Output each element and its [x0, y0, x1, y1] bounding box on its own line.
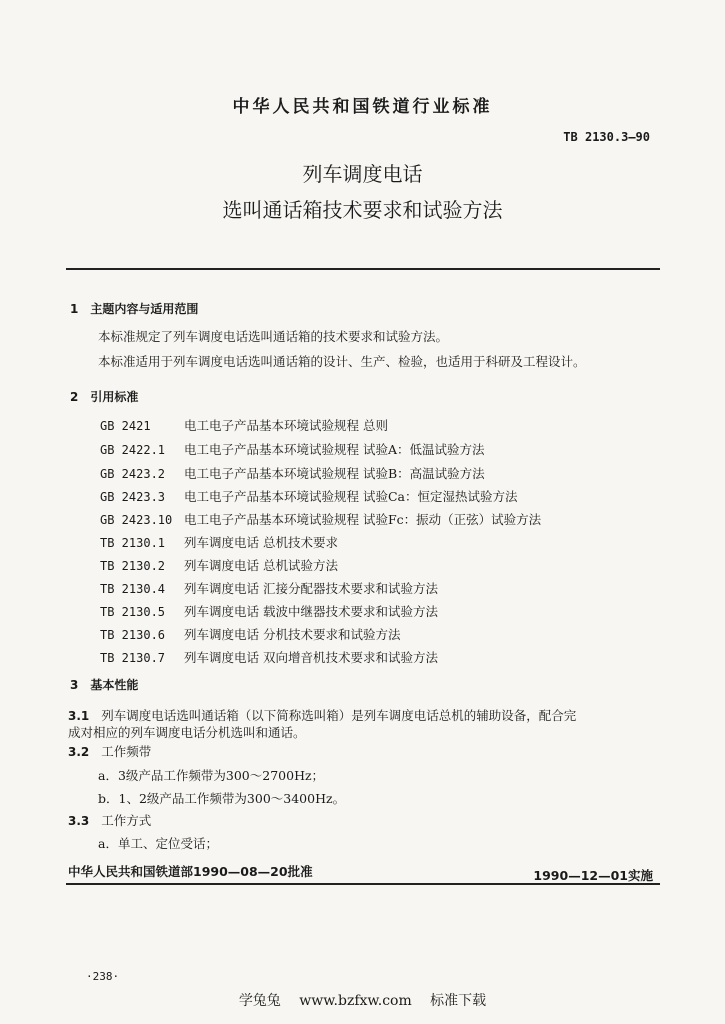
reference-code: GB 2421 [100, 419, 151, 433]
section-2-heading [70, 388, 138, 405]
reference-item [100, 533, 338, 551]
reference-title: 列车调度电话 总机试验方法 [184, 558, 338, 573]
reference-item [100, 648, 438, 666]
section-title: 基本性能 [90, 678, 139, 692]
section-1-heading [70, 300, 198, 317]
reference-item [100, 416, 388, 434]
section-number: 3 [70, 678, 79, 692]
section-1-paragraph-2: 本标准适用于列车调度电话选叫通话箱的设计、生产、检验，也适用于科研及工程设计。 [98, 354, 586, 369]
site-watermark: 学兔兔 www.bzfxw.com 标准下载 [238, 993, 487, 1009]
reference-item [100, 556, 338, 574]
reference-code: TB 2130.7 [100, 651, 166, 665]
reference-title: 电工电子产品基本环境试验规程 试验Ca：恒定湿热试验方法 [184, 489, 518, 504]
section-3-heading [70, 676, 138, 693]
reference-title: 列车调度电话 分机技术要求和试验方法 [184, 627, 401, 642]
effective-date: 1990—12—01实施 [533, 868, 653, 883]
reference-title: 列车调度电话 汇接分配器技术要求和试验方法 [184, 581, 438, 596]
reference-item [100, 579, 438, 597]
reference-title: 电工电子产品基本环境试验规程 试验A：低温试验方法 [184, 442, 485, 457]
section-title: 主题内容与适用范围 [90, 302, 199, 316]
clause-number: 3.3 [68, 814, 90, 828]
clause-number: 3.1 [68, 709, 90, 723]
clause-3-2-heading [68, 742, 151, 760]
reference-title: 电工电子产品基本环境试验规程 试验Fc：振动（正弦）试验方法 [184, 512, 542, 527]
reference-code: TB 2130.5 [100, 605, 166, 619]
reference-title: 电工电子产品基本环境试验规程 总则 [184, 418, 388, 433]
footer-divider [66, 883, 660, 885]
approval-statement: 中华人民共和国铁道部1990—08—20批准 [68, 864, 313, 879]
clause-3-3-heading [68, 811, 151, 829]
standard-code: TB 2130.3—90 [563, 130, 650, 144]
header-divider [66, 268, 660, 270]
clause-3-1-line-2: 成对相应的列车调度电话分机选叫和通话。 [68, 725, 306, 740]
reference-code: GB 2423.3 [100, 490, 166, 504]
reference-title: 列车调度电话 双向增音机技术要求和试验方法 [184, 650, 438, 665]
clause-3-1-line-1 [68, 706, 576, 724]
issuing-organization: 中华人民共和国铁道行业标准 [232, 97, 493, 117]
reference-code: GB 2423.2 [100, 467, 166, 481]
section-number: 2 [70, 390, 79, 404]
clause-number: 3.2 [68, 745, 90, 759]
clause-title: 工作方式 [101, 813, 152, 828]
reference-item [100, 464, 485, 482]
clause-text: 列车调度电话选叫通话箱（以下简称选叫箱）是列车调度电话总机的辅助设备，配合完 [101, 708, 577, 723]
reference-item [100, 487, 518, 505]
clause-title: 工作频带 [101, 744, 152, 759]
reference-title: 电工电子产品基本环境试验规程 试验B：高温试验方法 [184, 466, 485, 481]
reference-code: TB 2130.6 [100, 628, 166, 642]
clause-3-3-item-a: a．单工、定位受话； [98, 836, 218, 851]
page-number: ·238· [86, 970, 120, 983]
document-title-line-2: 选叫通话箱技术要求和试验方法 [222, 198, 503, 222]
section-title: 引用标准 [90, 390, 139, 404]
reference-code: TB 2130.2 [100, 559, 166, 573]
reference-item [100, 602, 438, 620]
reference-item [100, 510, 541, 528]
reference-code: GB 2422.1 [100, 443, 166, 457]
reference-title: 列车调度电话 载波中继器技术要求和试验方法 [184, 604, 438, 619]
reference-code: TB 2130.1 [100, 536, 166, 550]
reference-item [100, 440, 485, 458]
reference-code: TB 2130.4 [100, 582, 166, 596]
clause-3-2-item-a: a．3级产品工作频带为300～2700Hz； [98, 768, 325, 783]
reference-code: GB 2423.10 [100, 513, 173, 527]
clause-3-2-item-b: b．1、2级产品工作频带为300～3400Hz。 [98, 791, 346, 806]
section-number: 1 [70, 302, 79, 316]
reference-title: 列车调度电话 总机技术要求 [184, 535, 338, 550]
reference-item [100, 625, 400, 643]
section-1-paragraph-1: 本标准规定了列车调度电话选叫通话箱的技术要求和试验方法。 [98, 329, 449, 344]
document-title-line-1: 列车调度电话 [302, 162, 423, 186]
